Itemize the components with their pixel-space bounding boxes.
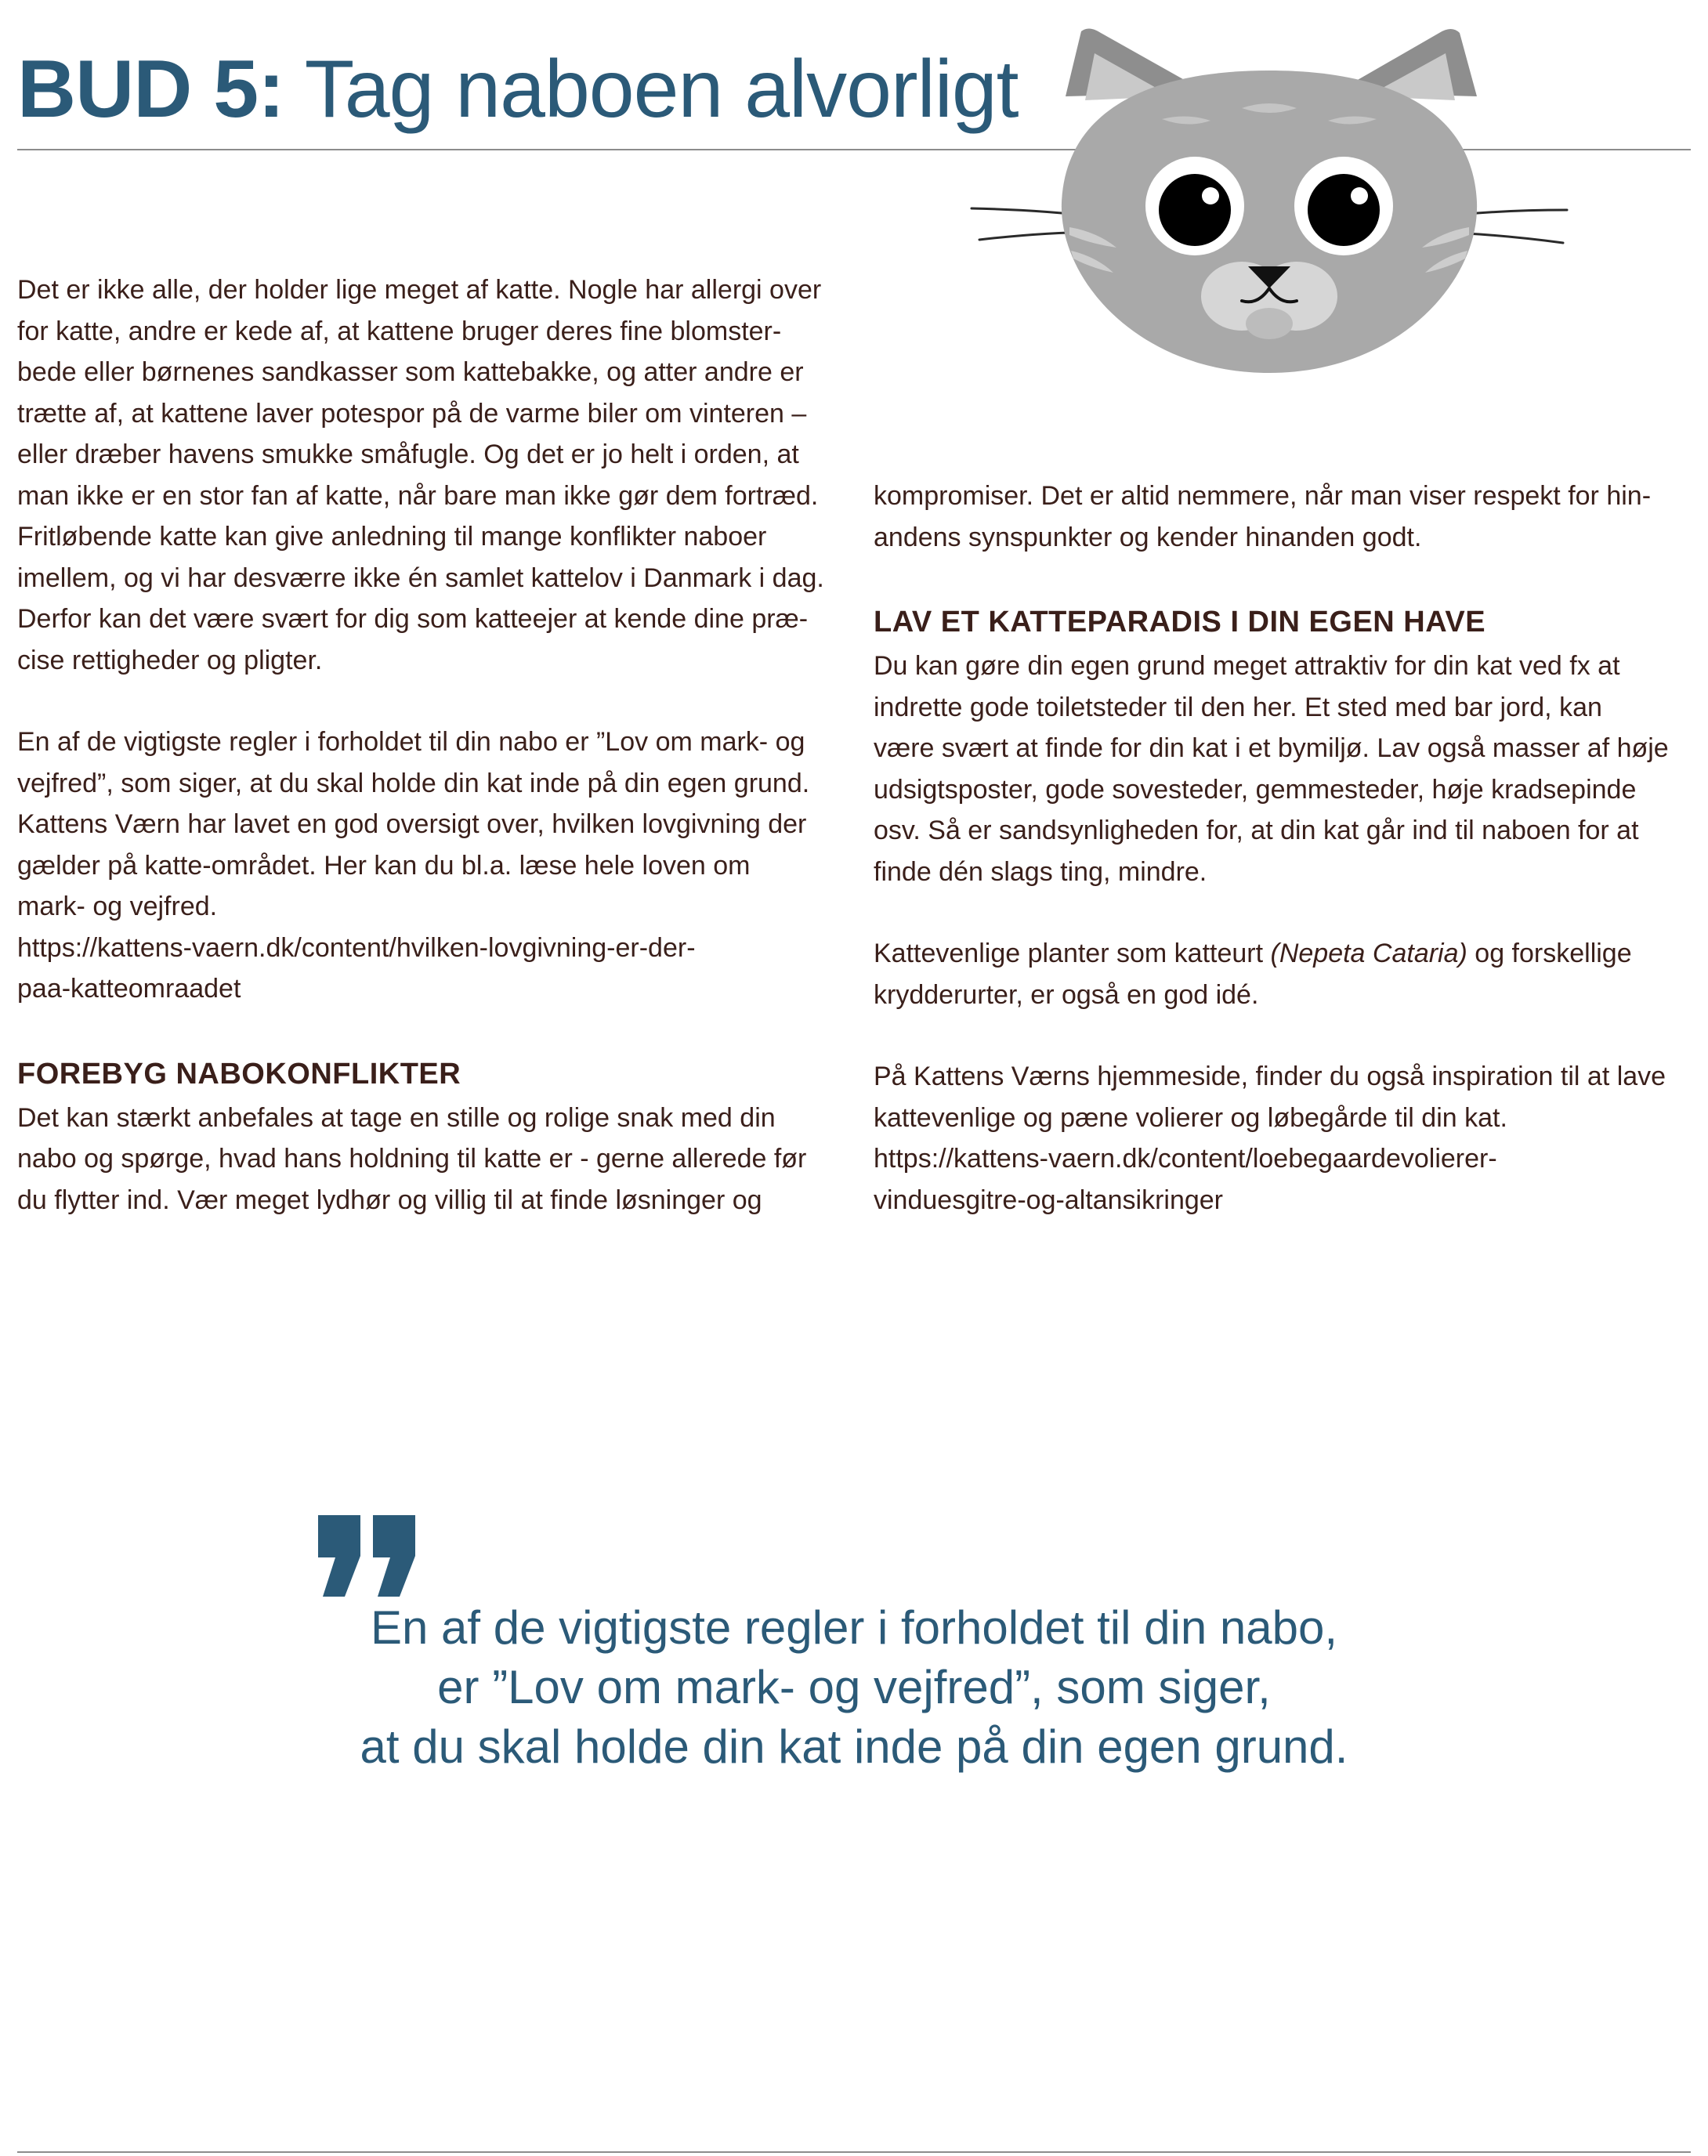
section-heading-forebyg: FOREBYG NABOKONFLIKTER <box>17 1057 461 1091</box>
page-title <box>17 44 1019 135</box>
intro-paragraph: Det er ikke alle, der holder lige meget af katte. Nogle har allergi over for katte, andre er kede af, at kattene bruger deres fine blomster- bede eller børnenes sandkasser som kattebakke, og atter andre er trætte af, at kattene laver potespor på de varme biler om vinteren – eller dræber havens smukke småfugle. Og det er jo helt i orden, at man ikke er en stor fan af katte, når bare man ikke gør dem fortræd. Fritløbende katte kan give anledning til mange konflikter naboer imellem, og vi har desværre ikke én samlet kattelov i Danmark i dag. Derfor kan det være svært for dig som katteejer at kende dine præ- cise rettigheder og pligter. <box>17 275 824 675</box>
plant-latin-name: (Nepeta Cataria) <box>1270 939 1467 968</box>
right-column <box>874 476 1696 1221</box>
footer-divider <box>17 2151 1691 2153</box>
compromise-paragraph: kompromiser. Det er altid nemmere, når man viser respekt for hin- andens synspunkter og kender hinanden godt. <box>874 481 1652 552</box>
page-title-text: Tag naboen alvorligt <box>284 44 1019 135</box>
quote-mark-icon <box>312 1512 422 1600</box>
plants-text-end: og forskellige krydderurter, er også en god idé. <box>874 939 1632 1010</box>
cat-eye-right <box>1294 157 1393 255</box>
cat-face-icon <box>960 22 1579 382</box>
plants-text-start: Kattevenlige planter som katteurt <box>874 939 1271 968</box>
plants-paragraph <box>874 933 1696 1015</box>
section-heading-katteparadis: LAV ET KATTEPARADIS I DIN EGEN HAVE <box>874 606 1486 638</box>
cat-eye-left <box>1145 157 1244 255</box>
law-paragraph: En af de vigtigste regler i forholdet til din nabo er ”Lov om mark- og vejfred”, som siger, at du skal holde din kat inde på din egen grund. Kattens Værn har lavet en god oversigt over, hvilken lovgivning der gælder på katte-området. Her kan du bl.a. læse hele loven om mark- og vejfred. https://kattens-vaern.dk/content/hvilken-lovgivning-er-der- paa-katteomraadet <box>17 727 810 1004</box>
left-column <box>17 270 848 1221</box>
forebyg-paragraph: Det kan stærkt anbefales at tage en stille og rolige snak med din nabo og spørge, hvad hans holdning til katte er - gerne allerede før du flytter ind. Vær meget lydhør og villig til at finde løsninger og <box>17 1102 807 1215</box>
pull-quote: En af de vigtigste regler i forholdet til din nabo, er ”Lov om mark- og vejfred”, som siger, at du skal holde din kat inde på din egen grund. <box>360 1601 1348 1773</box>
garden-paragraph: Du kan gøre din egen grund meget attraktiv for din kat ved fx at indrette gode toiletsteder til den her. Et sted med bar jord, kan være svært at finde for din kat i et bymiljø. Lav også masser af høje udsigtsposter, gode sovesteder, gemmesteder, høje kradsepinde osv. Så er sandsynligheden for, at din kat går ind til naboen for at finde dén slags ting, mindre. <box>874 651 1669 887</box>
page-title-prefix: BUD 5: <box>17 44 284 135</box>
inspiration-paragraph: På Kattens Værns hjemmeside, finder du også inspiration til at lave kattevenlige og pæne volierer og løbegårde til din kat. https://kattens-vaern.dk/content/loebegaardevolierer- vinduesgitre-og-altansikringer <box>874 1062 1666 1215</box>
